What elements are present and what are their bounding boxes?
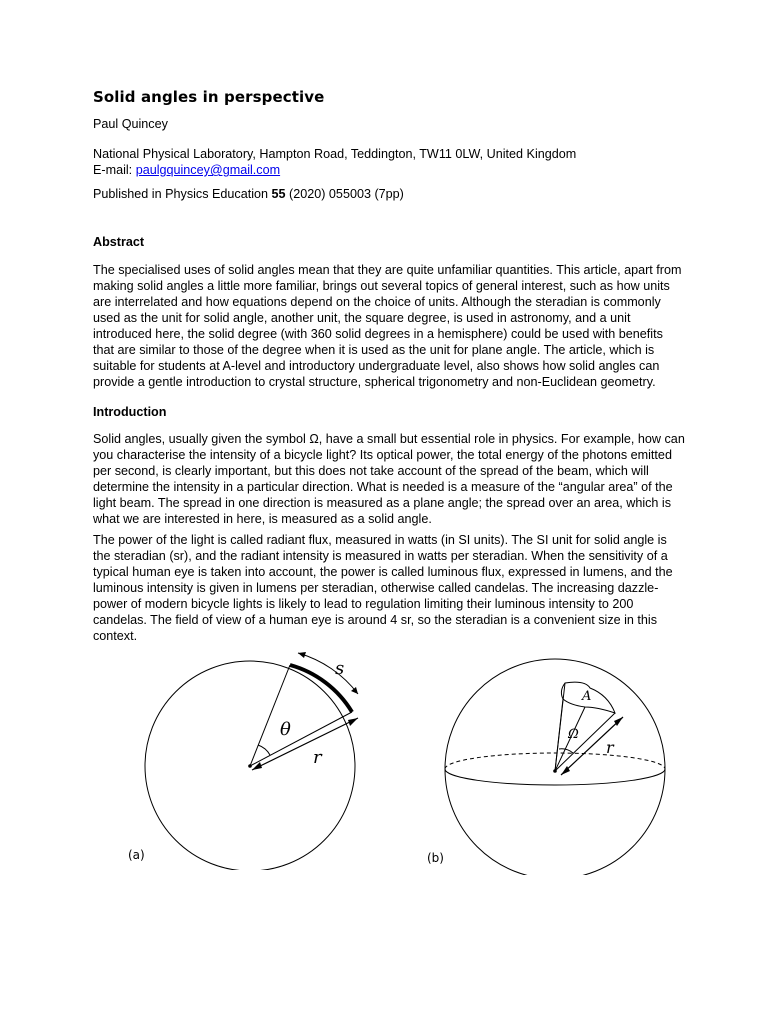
figure-a-r-arrow — [252, 718, 358, 770]
introduction-heading: Introduction — [93, 405, 167, 419]
figure-a-label-r: r — [313, 747, 322, 768]
affiliation-line: National Physical Laboratory, Hampton Road, Teddington, TW11 0LW, United Kingdom — [93, 147, 577, 161]
figure-a-center-point — [248, 764, 252, 768]
figure-a-plane-angle-diagram — [120, 650, 400, 870]
email-line — [93, 162, 685, 178]
publication-volume: 55 — [271, 187, 286, 201]
introduction-paragraph-1: Solid angles, usually given the symbol Ω, have a small but essential role in physics. For example, how can you characterise the intensity of a bicycle light? Its optical power, the total energy of the photons emitted per second, is clearly important, but this does not take account of the spread of the beam, which will determine the intensity in a particular direction. What is needed is a measure of the “angular area” of the light beam. The spread in one direction is measured as a plane angle; the spread over an area, which is what we are interested in here, is measured as a solid angle. — [93, 432, 685, 526]
figure-b-solid-angle-diagram — [425, 655, 685, 875]
figure-b-center-point — [553, 769, 557, 773]
introduction-paragraph-2: The power of the light is called radiant flux, measured in watts (in SI units). The SI unit for solid angle is the steradian (sr), and the radiant intensity is measured in watts per steradian. When the sensitivity of a typical human eye is taken into account, the power is called luminous flux, expressed in lumens, and the luminous intensity is given in lumens per steradian, otherwise called candelas. The increasing dazzle-power of modern bicycle lights is likely to lead to regulation limiting their luminous intensity to 200 candelas. The field of view of a human eye is around 4 sr, so the steradian is a convenient size in this context. — [93, 533, 673, 643]
affiliation-block — [93, 146, 685, 178]
publication-suffix: (2020) 055003 (7pp) — [285, 187, 404, 201]
email-link[interactable]: paulgquincey@gmail.com — [135, 163, 281, 177]
author-name: Paul Quincey — [93, 117, 168, 131]
figure-b-caption-label: (b) — [427, 851, 444, 865]
publication-prefix: Published in Physics Education — [93, 187, 272, 201]
figure-a-r-arrowhead-1 — [252, 762, 262, 770]
abstract-heading: Abstract — [93, 235, 145, 249]
figure-a-angle-arc — [258, 745, 270, 755]
figure-b-label-A: A — [582, 689, 592, 704]
figure-a-second-radius — [250, 712, 352, 766]
figure-a-caption-label: (a) — [128, 848, 145, 862]
abstract-text: The specialised uses of solid angles mean that they are quite unfamiliar quantities. This article, apart from making solid angles a little more familiar, brings out several topics of general interest, such as how units are interrelated and how equations depend on the choice of units. Although the steradian is commonly used as the unit for solid angle, another unit, the square degree, is used in astronomy, and a unit introduced here, the solid degree (with 360 solid degrees in a hemisphere) could be used with benefits that are similar to those of the degree when it is used as the unit for plane angle. The article, which is suitable for students at A-level and introductory undergraduate level, also shows how solid angles can provide a gentle introduction to crystal structure, spherical trigonometry and non-Euclidean geometry. — [93, 263, 682, 389]
figure-b-cone-line-2 — [555, 699, 563, 771]
figure-b-omega-arc — [559, 749, 573, 753]
email-prefix: E-mail: — [93, 163, 136, 177]
figure-a-radius-line — [250, 665, 290, 766]
figure-a-r-arrowhead-2 — [348, 718, 358, 726]
figure-b-r-arrow — [561, 717, 623, 775]
figure-a-arc-arrowhead-start — [298, 652, 306, 658]
figure-a-arc-arrowhead-end — [351, 687, 358, 694]
paper-title: Solid angles in perspective — [93, 88, 325, 106]
figure-a-label-s: s — [335, 658, 345, 679]
figure-b-label-r: r — [606, 738, 614, 757]
publication-line — [93, 186, 685, 202]
figure-a-label-theta: θ — [280, 719, 291, 740]
figure-b-label-omega: Ω — [568, 727, 579, 742]
